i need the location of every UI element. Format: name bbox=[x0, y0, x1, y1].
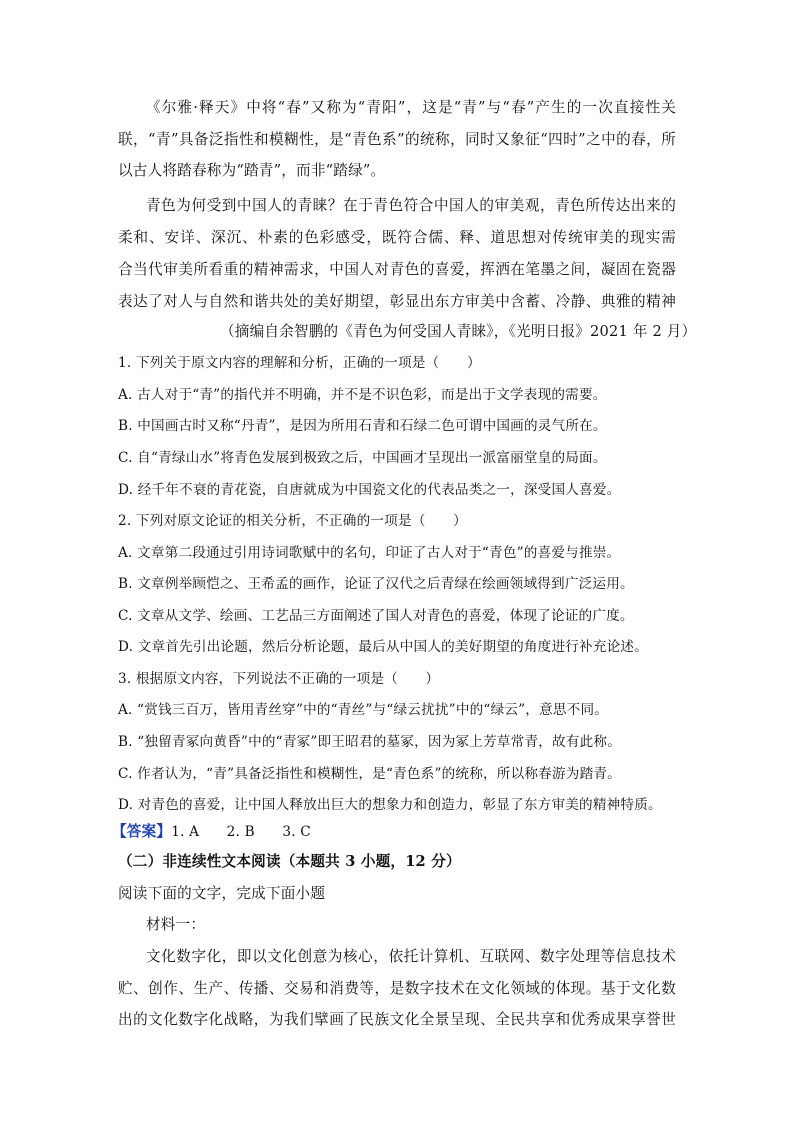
passage-line: 表达了对人与自然和谐共处的美好期望，彰显出东方审美中含蓄、冷静、典雅的精神 bbox=[118, 293, 676, 310]
passage-line: 以古人将踏春称为“踏青”，而非“踏绿”。 bbox=[118, 162, 386, 179]
question-stem: 3. 根据原文内容，下列说法不正确的一项是（ ） bbox=[118, 671, 440, 687]
question-stem: 2. 下列对原文论证的相关分析，不正确的一项是（ ） bbox=[118, 513, 467, 529]
answer-line bbox=[112, 822, 670, 842]
section-heading: （二）非连续性文本阅读（本题共 3 小题，12 分） bbox=[118, 853, 461, 870]
material-line: 文化数字化，即以文化创意为核心，依托计算机、互联网、数字处理等信息技术 bbox=[146, 948, 676, 965]
question-option: A. 文章第二段通过引用诗词歌赋中的名句，印证了古人对于“青色”的喜爱与推崇。 bbox=[118, 545, 621, 561]
question-option: C. 作者认为，“青”具备泛指性和模糊性，是“青色系”的统称，所以称春游为踏青。 bbox=[118, 766, 621, 782]
question-option: C. 文章从文学、绘画、工艺品三方面阐述了国人对青色的喜爱，体现了论证的广度。 bbox=[118, 608, 634, 624]
question-option: A. 古人对于“青”的指代并不明确，并不是不识色彩，而是出于文学表现的需要。 bbox=[118, 387, 607, 403]
question-option: B. 文章例举顾恺之、王希孟的画作，论证了汉代之后青绿在绘画领域得到广泛运用。 bbox=[118, 576, 634, 592]
question-option: D. 经千年不衰的青花瓷，自唐就成为中国瓷文化的代表品类之一，深受国人喜爱。 bbox=[118, 482, 621, 498]
material-line: 出的文化数字化战略，为我们擘画了民族文化全景呈现、全民共享和优秀成果享誉世 bbox=[118, 1011, 676, 1028]
question-stem: 1. 下列关于原文内容的理解和分析，正确的一项是（ ） bbox=[118, 355, 481, 371]
question-option: B. 中国画古时又称“丹青”，是因为所用石青和石绿二色可谓中国画的灵气所在。 bbox=[118, 418, 607, 434]
material-line: 贮、创作、生产、传播、交易和消费等，是数字技术在文化领域的体现。基于文化数 bbox=[118, 980, 676, 997]
question-option: A. “赏钱三百万，皆用青丝穿”中的“青丝”与“绿云扰扰”中的“绿云”，意思不同。 bbox=[118, 702, 609, 718]
question-option: C. 自“青绿山水”将青色发展到极致之后，中国画才呈现出一派富丽堂皇的局面。 bbox=[118, 450, 607, 466]
question-option: D. 文章首先引出论题，然后分析论题，最后从中国人的美好期望的角度进行补充论述。 bbox=[118, 639, 649, 655]
question-option: D. 对青色的喜爱，让中国人释放出巨大的想象力和创造力，彰显了东方审美的精神特质。 bbox=[118, 797, 662, 813]
source-citation: （摘编自余智鹏的《青色为何受国人青睐》，《光明日报》2021 年 2 月） bbox=[220, 323, 697, 340]
answer-text: 1. A 2. B 3. C bbox=[171, 824, 311, 840]
material-label: 材料一： bbox=[146, 916, 206, 933]
section-instruction: 阅读下面的文字，完成下面小题 bbox=[118, 885, 326, 902]
answer-label: 【答案】 bbox=[112, 823, 172, 840]
passage-line: 联，“青”具备泛指性和模糊性，是“青色系”的统称，同时又象征“四时”之中的春，所 bbox=[118, 131, 676, 148]
question-option: B. “独留青冢向黄昏”中的“青冢”即王昭君的墓冢，因为冢上芳草常青，故有此称。 bbox=[118, 734, 622, 750]
passage-line: 青色为何受到中国人的青睐？在于青色符合中国人的审美观，青色所传达出来的 bbox=[146, 197, 676, 214]
passage-line: 《尔雅·释天》中将“春”又称为“青阳”，这是“青”与“春”产生的一次直接性关 bbox=[146, 99, 676, 116]
passage-line: 柔和、安详、深沉、朴素的色彩感受，既符合儒、释、道思想对传统审美的现实需 bbox=[118, 229, 676, 246]
passage-line: 合当代审美所看重的精神需求，中国人对青色的喜爱，挥洒在笔墨之间，凝固在瓷器 bbox=[118, 261, 676, 278]
